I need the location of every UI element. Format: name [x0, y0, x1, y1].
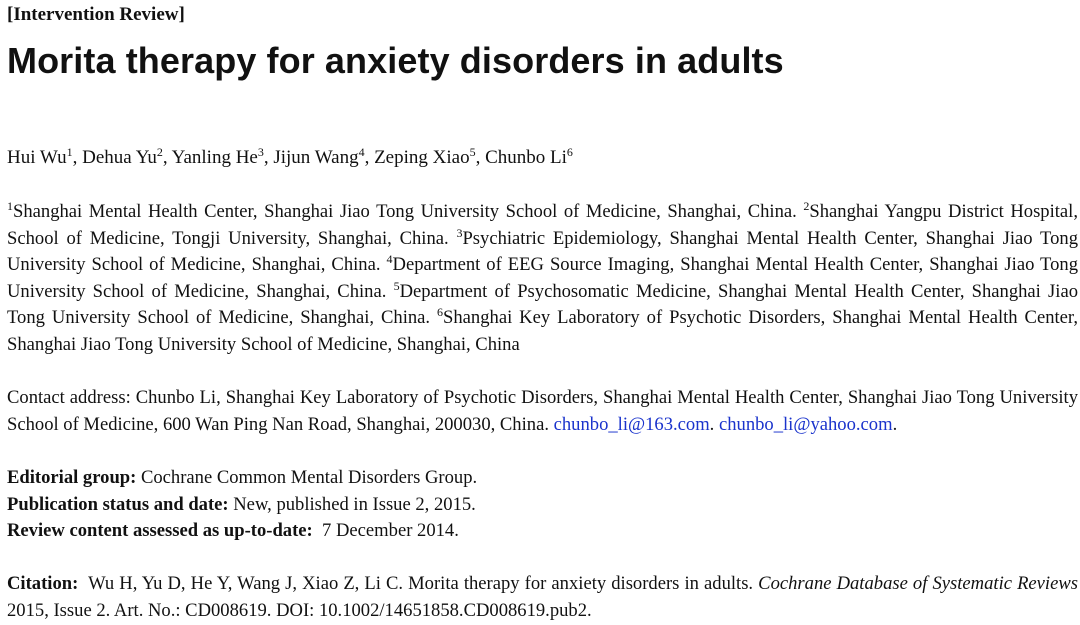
- author: Chunbo Li$^6$: [485, 145, 573, 168]
- author: Dehua Yu$^2$,: [82, 145, 172, 168]
- author: Hui Wu$^1$,: [7, 145, 83, 168]
- affiliation: $^2$Shanghai Yangpu District Hospital, School of Medicine, Tongji University, Shanghai, China.: [7, 199, 1079, 249]
- contact-address: Contact address: Chunbo Li, Shanghai Key Laboratory of Psychotic Disorders, Shanghai Mental Health Center, Shanghai Jiao Tong University School of Medicine, 600 Wan Ping Nan Road, Shanghai, 200030, China. chunbo_li@163.com. chunbo_li@yahoo.com.: [7, 387, 1078, 435]
- citation: Citation: Wu H, Yu D, He Y, Wang J, Xiao Z, Li C. Morita therapy for anxiety disorders in adults. Cochrane Database of Systematic Reviews 2015, Issue 2. Art. No.: CD008619. DOI: 10.1002/14651858.CD008619.pub2.: [7, 573, 1078, 621]
- journal-name: Cochrane Database of Systematic Reviews: [758, 573, 1078, 594]
- author-list: [7, 147, 573, 169]
- affiliation: $^3$Psychiatric Epidemiology, Shanghai Mental Health Center, Shanghai Jiao Tong University School of Medicine, Shanghai, China.: [7, 225, 1078, 276]
- publication-meta: [7, 465, 477, 545]
- assessed-date: Review content assessed as up-to-date: 7 December 2014.: [7, 520, 459, 542]
- author: Yanling He$^3$,: [171, 145, 274, 168]
- affiliation: $^4$Department of EEG Source Imaging, Shanghai Mental Health Center, Shanghai Jiao Tong University School of Medicine, Shanghai, China.: [7, 252, 1078, 302]
- editorial-group: Editorial group: Cochrane Common Mental Disorders Group.: [7, 467, 478, 488]
- affiliations: [7, 199, 1078, 359]
- email-link-163[interactable]: chunbo_li@163.com: [553, 413, 710, 435]
- paper-title: Morita therapy for anxiety disorders in adults: [7, 40, 784, 81]
- review-type-label: [Intervention Review]: [7, 4, 185, 25]
- email-link-yahoo[interactable]: chunbo_li@yahoo.com: [718, 413, 893, 435]
- affiliation: $^5$Department of Psychosomatic Medicine, Shanghai Mental Health Center, Shanghai Jiao Tong University School of Medicine, Shanghai, China.: [7, 278, 1078, 329]
- affiliation: $^6$Shanghai Key Laboratory of Psychotic Disorders, Shanghai Mental Health Center, Shanghai Jiao Tong University School of Medicine, Shanghai, China: [7, 305, 1079, 355]
- author: Zeping Xiao$^5$,: [374, 145, 486, 168]
- author: Jijun Wang$^4$,: [273, 145, 375, 168]
- affiliation: $^1$Shanghai Mental Health Center, Shanghai Jiao Tong University School of Medicine, Shanghai, China.: [7, 199, 804, 222]
- publication-status: Publication status and date: New, published in Issue 2, 2015.: [7, 493, 476, 515]
